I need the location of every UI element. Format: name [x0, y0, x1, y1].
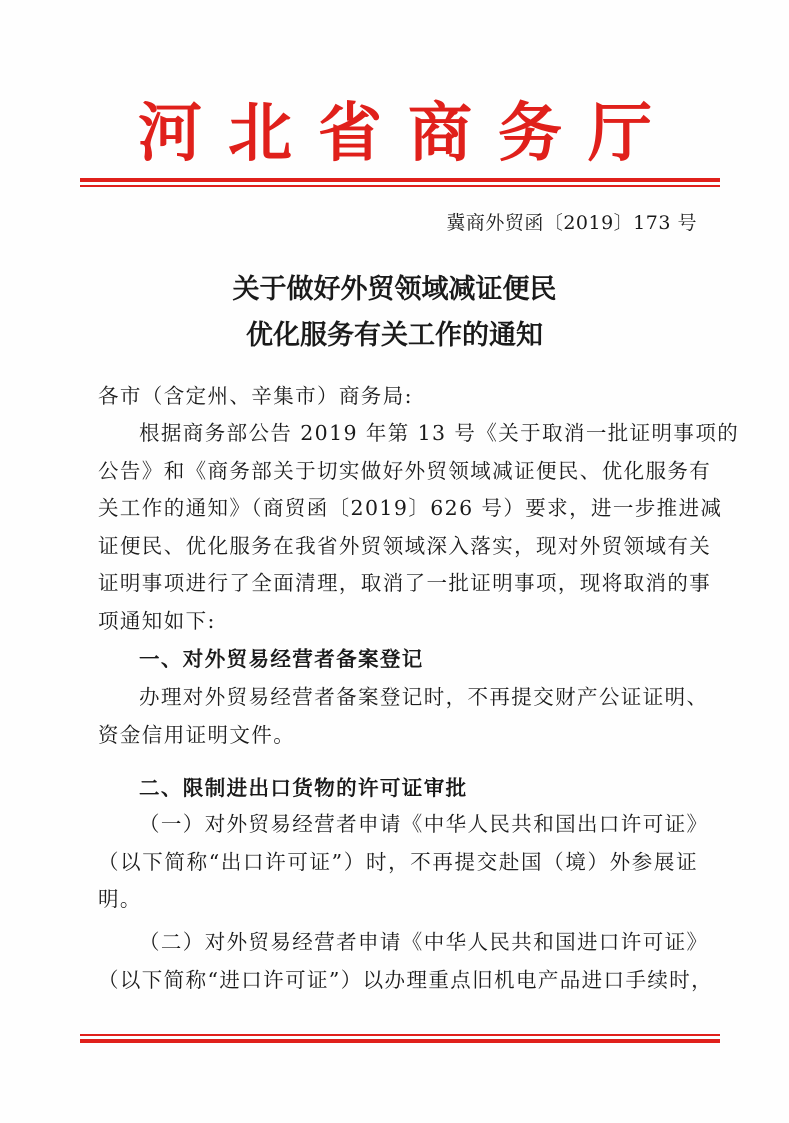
paragraph-line: （以下简称“进口许可证”）以办理重点旧机电产品进口手续时， — [98, 967, 714, 992]
paragraph-line: 根据商务部公告 2019 年第 13 号《关于取消一批证明事项的 — [139, 421, 740, 445]
section-1-heading-block — [98, 641, 698, 679]
salutation-text: 各市（含定州、辛集市）商务局: — [98, 384, 413, 408]
salutation — [98, 378, 698, 416]
paragraph-line: 证便民、优化服务在我省外贸领域深入落实，现对外贸领域有关 — [98, 533, 712, 558]
paragraph-line: 办理对外贸易经营者备案登记时，不再提交财产公证证明、 — [139, 685, 709, 709]
section-2-item-1 — [98, 806, 709, 919]
paragraph-intro — [98, 415, 740, 641]
masthead-rule-thick — [80, 178, 720, 182]
paragraph-line: 证明事项进行了全面清理，取消了一批证明事项，现将取消的事 — [98, 571, 712, 596]
paragraph-line: 公告》和《商务部关于切实做好外贸领域减证便民、优化服务有 — [98, 458, 712, 483]
paragraph-line: 资金信用证明文件。 — [98, 722, 296, 747]
document-title-line-2: 优化服务有关工作的通知 — [246, 320, 543, 351]
paragraph-line: 明。 — [98, 887, 142, 912]
section-1-heading: 一、对外贸易经营者备案登记 — [139, 647, 424, 671]
paragraph-line: （以下简称“出口许可证”）时，不再提交赴国（境）外参展证 — [98, 849, 698, 874]
section-2-heading: 二、限制进出口货物的许可证审批 — [139, 776, 468, 800]
section-2-item-2 — [98, 924, 714, 999]
paragraph-line: 关工作的通知》（商贸函〔2019〕626 号）要求，进一步推进减 — [98, 496, 723, 521]
paragraph-line: 项通知如下: — [98, 608, 216, 633]
document-title-line-1: 关于做好外贸领域减证便民 — [232, 274, 557, 305]
masthead-rule-thin — [80, 185, 720, 187]
document-number: 冀商外贸函〔2019〕173 号 — [446, 212, 697, 234]
footer-rule-thin — [80, 1034, 720, 1036]
section-1-paragraph — [98, 679, 709, 754]
masthead-title: 河北省商务厅 — [138, 97, 678, 171]
section-2-heading-block — [98, 770, 698, 808]
footer-rule-thick — [80, 1039, 720, 1043]
paragraph-line: （二）对外贸易经营者申请《中华人民共和国进口许可证》 — [139, 930, 709, 954]
paragraph-line: （一）对外贸易经营者申请《中华人民共和国出口许可证》 — [139, 812, 709, 836]
